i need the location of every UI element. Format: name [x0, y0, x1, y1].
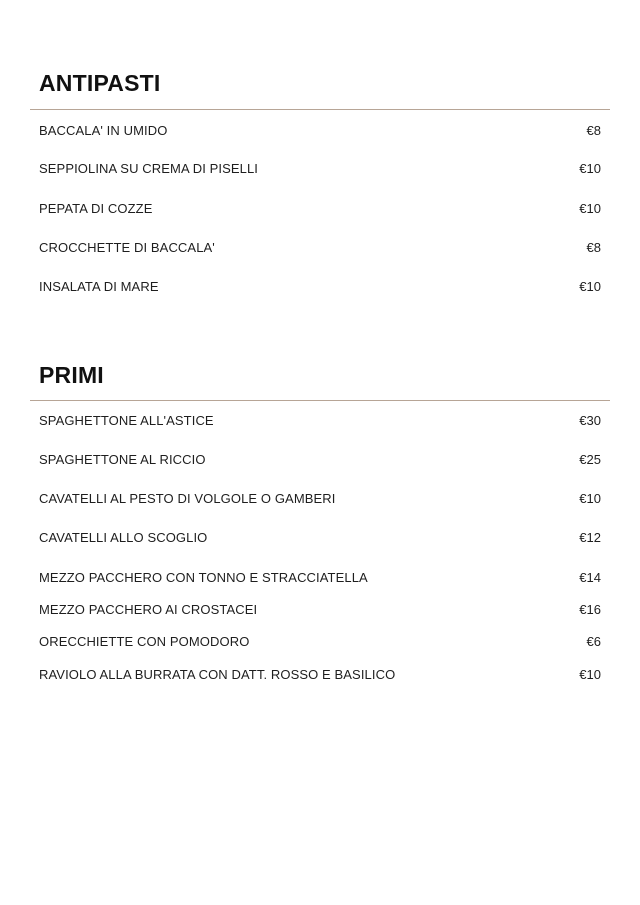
- item-name: CROCCHETTE DI BACCALA': [39, 240, 215, 255]
- menu-item: [0, 201, 640, 221]
- item-name: CAVATELLI ALLO SCOGLIO: [39, 530, 208, 545]
- item-name: RAVIOLO ALLA BURRATA CON DATT. ROSSO E BASILICO: [39, 667, 396, 682]
- item-price: €8: [586, 240, 601, 255]
- section-title-primi: PRIMI: [39, 362, 104, 388]
- item-price: €6: [586, 634, 601, 649]
- item-name: SEPPIOLINA SU CREMA DI PISELLI: [39, 161, 259, 176]
- item-name: INSALATA DI MARE: [39, 279, 159, 294]
- item-price: €12: [579, 530, 601, 545]
- item-price: €10: [579, 667, 601, 682]
- item-name: MEZZO PACCHERO AI CROSTACEI: [39, 602, 258, 617]
- item-price: €8: [586, 123, 601, 138]
- section-divider: [30, 109, 610, 110]
- section-divider: [30, 400, 610, 401]
- item-name: MEZZO PACCHERO CON TONNO E STRACCIATELLA: [39, 570, 368, 585]
- item-name: SPAGHETTONE AL RICCIO: [39, 452, 206, 467]
- menu-item: [0, 279, 640, 299]
- item-name: SPAGHETTONE ALL'ASTICE: [39, 413, 214, 428]
- menu-item: [0, 570, 640, 590]
- menu-item: [0, 240, 640, 260]
- item-name: CAVATELLI AL PESTO DI VOLGOLE O GAMBERI: [39, 491, 336, 506]
- item-price: €14: [579, 570, 601, 585]
- menu-item: [0, 452, 640, 472]
- menu-item: [0, 123, 640, 143]
- menu-item: [0, 491, 640, 511]
- menu-item: [0, 530, 640, 550]
- item-name: PEPATA DI COZZE: [39, 201, 153, 216]
- item-name: BACCALA' IN UMIDO: [39, 123, 168, 138]
- menu-item: [0, 602, 640, 622]
- item-name: ORECCHIETTE CON POMODORO: [39, 634, 250, 649]
- item-price: €16: [579, 602, 601, 617]
- item-price: €10: [579, 201, 601, 216]
- item-price: €10: [579, 491, 601, 506]
- menu-item: [0, 161, 640, 181]
- menu-item: [0, 634, 640, 654]
- item-price: €10: [579, 279, 601, 294]
- item-price: €30: [579, 413, 601, 428]
- item-price: €25: [579, 452, 601, 467]
- menu-item: [0, 413, 640, 433]
- item-price: €10: [579, 161, 601, 176]
- menu-item: [0, 667, 640, 687]
- section-title-antipasti: ANTIPASTI: [39, 70, 161, 96]
